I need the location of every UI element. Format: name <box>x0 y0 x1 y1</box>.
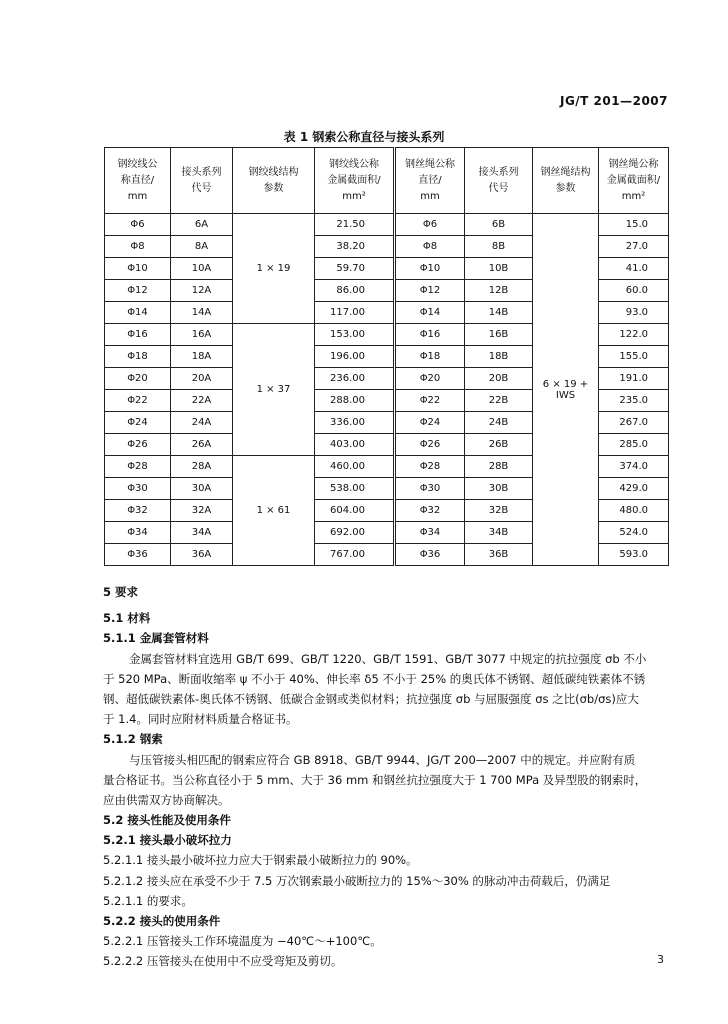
table-cell: 538.00 <box>315 478 395 500</box>
paragraph-line: 5.2.1.1 的要求。 <box>103 893 193 908</box>
table-cell: 122.0 <box>599 324 669 346</box>
table-cell: Φ24 <box>395 412 465 434</box>
section-heading: 5.2 接头性能及使用条件 <box>103 813 231 828</box>
table-cell: 117.00 <box>315 302 395 324</box>
table-cell: Φ8 <box>105 236 171 258</box>
table-cell: 20B <box>465 368 533 390</box>
table-cell: 36A <box>171 544 233 566</box>
table-cell: 24A <box>171 412 233 434</box>
table-title: 表 1 钢索公称直径与接头系列 <box>283 130 445 144</box>
table-cell: 196.00 <box>315 346 395 368</box>
table-header-row <box>105 148 669 214</box>
table-cell: 34B <box>465 522 533 544</box>
table-cell: 21.50 <box>315 214 395 236</box>
paragraph-line: 5.2.2.1 压管接头工作环境温度为 −40℃～+100℃。 <box>103 934 382 949</box>
table-cell: 236.00 <box>315 368 395 390</box>
table-cell: 374.0 <box>599 456 669 478</box>
standard-code: JG/T 201—2007 <box>559 94 668 108</box>
table-cell: Φ32 <box>395 500 465 522</box>
table-cell: Φ8 <box>395 236 465 258</box>
table-cell: Φ36 <box>105 544 171 566</box>
table-cell: 336.00 <box>315 412 395 434</box>
table-cell: Φ10 <box>395 258 465 280</box>
table-cell: 6A <box>171 214 233 236</box>
table-cell: Φ28 <box>105 456 171 478</box>
table-cell: 18A <box>171 346 233 368</box>
table-cell: Φ26 <box>395 434 465 456</box>
section-heading: 5 要求 <box>103 585 139 599</box>
table-cell: 22A <box>171 390 233 412</box>
table-cell: 14B <box>465 302 533 324</box>
table-cell: Φ6 <box>105 214 171 236</box>
table-cell: 155.0 <box>599 346 669 368</box>
table-cell: 30B <box>465 478 533 500</box>
table-cell: 767.00 <box>315 544 395 566</box>
table-cell: Φ22 <box>105 390 171 412</box>
table-cell: 12A <box>171 280 233 302</box>
table-cell: 16B <box>465 324 533 346</box>
table-cell: 604.00 <box>315 500 395 522</box>
section-heading: 5.2.2 接头的使用条件 <box>103 914 221 928</box>
table-cell: 16A <box>171 324 233 346</box>
table-cell: Φ10 <box>105 258 171 280</box>
table-cell: 10B <box>465 258 533 280</box>
paragraph-line: 于 520 MPa、断面收缩率 ψ 不小于 40%、伸长率 δ5 不小于 25% 的奥氏体不锈钢、超低碳纯铁素体不锈 <box>103 671 646 686</box>
table-cell: 267.0 <box>599 412 669 434</box>
table-cell: 28A <box>171 456 233 478</box>
table-cell: 26A <box>171 434 233 456</box>
section-heading: 5.1.1 金属套管材料 <box>103 631 209 646</box>
structure-cell: 1 × 37 <box>233 324 315 456</box>
table-cell: Φ16 <box>395 324 465 346</box>
col-header: 钢绞线公 称直径/ mm <box>105 148 171 214</box>
table-cell: 86.00 <box>315 280 395 302</box>
table-cell: Φ34 <box>395 522 465 544</box>
table-cell: 10A <box>171 258 233 280</box>
table-cell: Φ12 <box>395 280 465 302</box>
paragraph-line: 与压管接头相匹配的钢索应符合 GB 8918、GB/T 9944、JG/T 200—2007 中的规定。并应附有质 <box>129 752 636 767</box>
table-cell: 32A <box>171 500 233 522</box>
table-cell: Φ18 <box>105 346 171 368</box>
table-cell: 153.00 <box>315 324 395 346</box>
paragraph-line: 量合格证书。当公称直径小于 5 mm、大于 36 mm 和钢丝抗拉强度大于 1 700 MPa 及异型股的钢索时， <box>103 772 647 787</box>
diameter-series-table <box>104 147 669 566</box>
paragraph-line: 金属套管材料宜选用 GB/T 699、GB/T 1220、GB/T 1591、GB/T 3077 中规定的抗拉强度 σb 不小 <box>129 651 647 666</box>
table-cell: 14A <box>171 302 233 324</box>
col-header: 钢丝绳公称 直径/ mm <box>395 148 465 214</box>
table-cell: 32B <box>465 500 533 522</box>
table-cell: 28B <box>465 456 533 478</box>
table-cell: 41.0 <box>599 258 669 280</box>
table-cell: 8B <box>465 236 533 258</box>
paragraph-line: 于 1.4。同时应附材料质量合格证书。 <box>103 712 298 727</box>
table-cell: 460.00 <box>315 456 395 478</box>
section-heading: 5.1.2 钢索 <box>103 732 163 747</box>
table-cell: Φ12 <box>105 280 171 302</box>
table-cell: 692.00 <box>315 522 395 544</box>
table-cell: 288.00 <box>315 390 395 412</box>
paragraph-line: 钢、超低碳铁素体-奥氏体不锈钢、低碳合金钢或类似材料；抗拉强度 σb 与屈服强度 σs 之比(σb/σs)应大 <box>103 691 639 706</box>
table-cell: Φ26 <box>105 434 171 456</box>
table-row <box>105 214 669 236</box>
table-cell: Φ32 <box>105 500 171 522</box>
table-cell: 60.0 <box>599 280 669 302</box>
table-cell: 12B <box>465 280 533 302</box>
structure-cell: 6 × 19 + IWS <box>533 214 599 566</box>
table-cell: 235.0 <box>599 390 669 412</box>
table-cell: Φ6 <box>395 214 465 236</box>
table-cell: Φ20 <box>395 368 465 390</box>
table-cell: 15.0 <box>599 214 669 236</box>
col-header: 接头系列 代号 <box>465 148 533 214</box>
table-cell: Φ16 <box>105 324 171 346</box>
section-heading: 5.2.1 接头最小破坏拉力 <box>103 833 232 848</box>
table-cell: Φ18 <box>395 346 465 368</box>
table-cell: Φ28 <box>395 456 465 478</box>
table-cell: Φ22 <box>395 390 465 412</box>
table-cell: Φ14 <box>105 302 171 324</box>
paragraph-line: 5.2.2.2 压管接头在使用中不应受弯矩及剪切。 <box>103 954 343 969</box>
table-cell: 480.0 <box>599 500 669 522</box>
col-header: 接头系列 代号 <box>171 148 233 214</box>
col-header: 钢丝绳公称 金属截面积/ mm² <box>599 148 669 214</box>
table-cell: 26B <box>465 434 533 456</box>
table-cell: Φ30 <box>105 478 171 500</box>
table-cell: 429.0 <box>599 478 669 500</box>
table-cell: 524.0 <box>599 522 669 544</box>
table-cell: Φ34 <box>105 522 171 544</box>
table-cell: 93.0 <box>599 302 669 324</box>
table-cell: 22B <box>465 390 533 412</box>
table-cell: 18B <box>465 346 533 368</box>
table-cell: 59.70 <box>315 258 395 280</box>
table-cell: Φ24 <box>105 412 171 434</box>
section-heading: 5.1 材料 <box>103 611 151 626</box>
table-cell: 24B <box>465 412 533 434</box>
table-cell: 38.20 <box>315 236 395 258</box>
table-cell: 34A <box>171 522 233 544</box>
structure-cell: 1 × 19 <box>233 214 315 324</box>
table-cell: Φ30 <box>395 478 465 500</box>
col-header: 钢绞线公称 金属截面积/ mm² <box>315 148 395 214</box>
table-cell: 285.0 <box>599 434 669 456</box>
table-cell: 20A <box>171 368 233 390</box>
table-cell: 30A <box>171 478 233 500</box>
col-header: 钢丝绳结构 参数 <box>533 148 599 214</box>
table-cell: 191.0 <box>599 368 669 390</box>
paragraph-line: 5.2.1.1 接头最小破坏拉力应大于钢索最小破断拉力的 90%。 <box>103 853 418 868</box>
table-cell: 8A <box>171 236 233 258</box>
table-cell: 27.0 <box>599 236 669 258</box>
structure-cell: 1 × 61 <box>233 456 315 566</box>
col-header: 钢绞线结构 参数 <box>233 148 315 214</box>
table-cell: 593.0 <box>599 544 669 566</box>
table-cell: Φ14 <box>395 302 465 324</box>
paragraph-line: 应由供需双方协商解决。 <box>103 792 230 807</box>
page-number: 3 <box>657 953 664 966</box>
table-cell: Φ20 <box>105 368 171 390</box>
table-cell: Φ36 <box>395 544 465 566</box>
table-cell: 403.00 <box>315 434 395 456</box>
paragraph-line: 5.2.1.2 接头应在承受不少于 7.5 万次钢索最小破断拉力的 15%～30% 的脉动冲击荷载后，仍满足 <box>103 873 611 888</box>
document-body <box>103 578 671 972</box>
table-cell: 36B <box>465 544 533 566</box>
table-cell: 6B <box>465 214 533 236</box>
